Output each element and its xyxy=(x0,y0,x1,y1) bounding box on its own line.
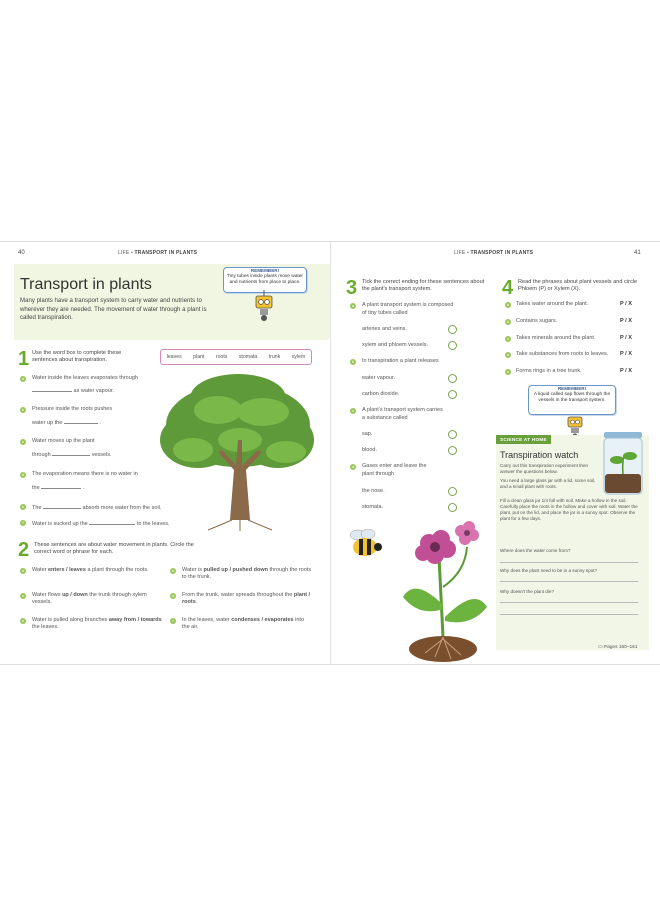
pages-reference: ▭ Pages 160–161 xyxy=(598,645,638,650)
q4b-letter: b xyxy=(506,319,510,324)
q1b-text: Pressure inside the roots pushes xyxy=(32,406,113,412)
science-question-3: Why doesn't the plant die? xyxy=(500,589,554,594)
q1d-answer-line[interactable]: the . xyxy=(32,485,85,491)
word-plant: plant xyxy=(193,354,205,360)
bee-illustration xyxy=(348,529,382,559)
q3a-stem-2: of tiny tubes called xyxy=(362,310,408,316)
q1c-text: Water moves up the plant xyxy=(32,438,95,444)
word-stomata: stomata xyxy=(238,354,258,360)
right-folio: 41 xyxy=(634,250,641,256)
left-folio: 40 xyxy=(18,250,25,256)
q4d-text: Take substances from roots to leaves. xyxy=(516,351,609,357)
q3c-option-1: sap. xyxy=(362,431,373,437)
science-intro: Carry out this transpiration experiment then answer the questions below. xyxy=(500,463,589,474)
q2b-letter: b xyxy=(171,568,175,573)
word-roots: roots xyxy=(215,354,228,360)
q4e-letter: e xyxy=(506,369,510,374)
q4b-text: Contains sugars. xyxy=(516,318,558,324)
q3d-stem-1: Gases enter and leave the xyxy=(362,463,427,469)
q4-instruction: Read the phrases about plant vessels and circle Phloem (P) or Xylem (X). xyxy=(518,279,638,293)
q3b-checkbox-1[interactable] xyxy=(448,374,457,383)
tree-illustration xyxy=(158,370,318,532)
q1b-letter: b xyxy=(21,407,25,412)
answer-line[interactable] xyxy=(500,562,638,563)
q1c-letter: c xyxy=(22,439,24,444)
q2e-letter: e xyxy=(21,618,25,623)
q3d-option-1: the nose. xyxy=(362,488,385,494)
q1b-answer-line[interactable]: water up the . xyxy=(32,420,101,426)
q3c-option-2: blood. xyxy=(362,447,377,453)
q3b-stem-1: In transpiration a plant releases xyxy=(362,358,439,364)
q3c-stem-1: A plant's transport system carries xyxy=(362,407,443,413)
q2a-text[interactable]: Water enters / leaves a plant through the roots. xyxy=(32,567,149,573)
flower-illustration xyxy=(395,517,495,662)
q1e-answer-line[interactable]: The absorb more water from the soil. xyxy=(32,505,162,511)
q1d-letter: d xyxy=(21,472,25,477)
q3b-option-2: carbon dioxide. xyxy=(362,391,400,397)
q1f-letter: f xyxy=(20,520,26,526)
science-tag: SCIENCE AT HOME xyxy=(496,435,551,444)
q3-number: 3 xyxy=(346,277,358,299)
science-needs: You need a large glass jar with a lid, some soil, and a small plant with roots. xyxy=(500,478,596,489)
q4b-choice[interactable]: P / X xyxy=(620,318,633,324)
q3d-letter: d xyxy=(351,464,355,469)
q4d-choice[interactable]: P / X xyxy=(620,351,633,357)
page-title: Transport in plants xyxy=(20,276,152,293)
q3b-checkbox-2[interactable] xyxy=(448,390,457,399)
q2d-text[interactable]: From the trunk, water spreads throughout the plant / roots. xyxy=(182,592,311,605)
science-steps: Fill a clean glass jar 1/4 full with soil. Make a hollow in the soil. Carefully place the roots in the hollow and cover with soil. Water the plant, put on the lid, and place the jar in a sunny spot. Observe the plant for a few days. xyxy=(500,498,638,521)
q4-number: 4 xyxy=(502,277,514,299)
q1a-letter: a xyxy=(21,376,25,381)
intro-text: Many plants have a transport system to carry water and nutrients to wherever they are needed. The movement of water through a plant is called transpiration. xyxy=(20,297,207,322)
robot-icon xyxy=(253,290,275,322)
q3a-option-1: arteries and veins. xyxy=(362,326,407,332)
science-title: Transpiration watch xyxy=(500,450,579,460)
q1f-answer-line[interactable]: Water is sucked up the to the leaves. xyxy=(32,521,170,527)
q2e-text[interactable]: Water is pulled along branches away from / towards the leaves. xyxy=(32,617,162,630)
q3a-letter: a xyxy=(351,303,355,308)
q1d-text: The evaporation means there is no water in xyxy=(32,471,138,477)
q1a-text: Water inside the leaves evaporates through xyxy=(32,375,138,381)
q3c-stem-2: a substance called xyxy=(362,415,408,421)
q3c-checkbox-1[interactable] xyxy=(448,430,457,439)
q1-instruction: Use the word box to complete these sentences about transpiration. xyxy=(32,350,122,364)
q3c-letter: c xyxy=(352,408,354,413)
q4a-choice[interactable]: P / X xyxy=(620,301,633,307)
q3-instruction: Tick the correct ending for these sentences about the plant's transport system. xyxy=(362,279,485,293)
q3d-option-2: stomata. xyxy=(362,504,384,510)
q1e-letter: e xyxy=(21,504,25,509)
science-question-1: Where does the water come from? xyxy=(500,548,571,553)
book-spread xyxy=(0,241,660,665)
q3c-checkbox-2[interactable] xyxy=(448,446,457,455)
q4c-choice[interactable]: P / X xyxy=(620,335,633,341)
q2f-letter: f xyxy=(170,618,176,624)
word-box xyxy=(160,349,312,365)
q1-number: 1 xyxy=(18,348,30,370)
page-fold xyxy=(330,242,331,664)
q2-instruction: These sentences are about water movement in plants. Circle the correct word or phrase for each. xyxy=(34,542,194,556)
word-trunk: trunk xyxy=(268,354,281,360)
word-xylem: xylem xyxy=(291,354,306,360)
q3d-stem-2: plant through xyxy=(362,471,395,477)
right-running-header: LIFE • TRANSPORT IN PLANTS xyxy=(454,250,534,256)
science-question-2: Why does the plant need to be in a sunny spot? xyxy=(500,568,598,573)
answer-line[interactable] xyxy=(500,602,638,603)
answer-line[interactable] xyxy=(500,581,638,582)
q3a-checkbox-1[interactable] xyxy=(448,325,457,334)
q4d-letter: d xyxy=(506,352,510,357)
q2d-letter: d xyxy=(171,593,175,598)
q1c-answer-line[interactable]: through vessels. xyxy=(32,452,112,458)
book-icon: ▭ xyxy=(598,645,603,650)
q2b-text[interactable]: Water is pulled up / pushed down through the roots to the trunk. xyxy=(182,567,312,580)
glass-jar-illustration xyxy=(600,430,646,496)
q3a-stem-1: A plant transport system is composed xyxy=(362,302,454,308)
q2f-text[interactable]: In the leaves, water condenses / evaporates into the air. xyxy=(182,617,305,630)
remember-box-right: REMEMBER! A liquid called sap flows through the vessels in the transport system. xyxy=(528,385,616,415)
q2c-letter: c xyxy=(22,593,24,598)
q1a-answer-line[interactable]: as water vapour. xyxy=(32,386,114,395)
q3d-checkbox-2[interactable] xyxy=(448,503,457,512)
q4c-text: Takes minerals around the plant. xyxy=(516,335,596,341)
q4e-choice[interactable]: P / X xyxy=(620,368,633,374)
word-leaves: leaves xyxy=(166,354,182,360)
q2-number: 2 xyxy=(18,539,30,561)
q4a-letter: a xyxy=(506,302,510,307)
q2a-letter: a xyxy=(21,568,25,573)
q3a-option-2: xylem and phloem vessels. xyxy=(362,342,429,348)
q4c-letter: c xyxy=(507,336,509,341)
q2c-text[interactable]: Water flows up / down the trunk through xylem vessels. xyxy=(32,592,147,605)
left-running-header: LIFE • TRANSPORT IN PLANTS xyxy=(118,250,198,256)
q3b-option-1: water vapour. xyxy=(362,375,396,381)
q4e-text: Forms rings in a tree trunk. xyxy=(516,368,582,374)
remember-box-left: REMEMBER! Tiny tubes inside plants move water and nutrients from place to place. xyxy=(223,267,307,293)
q3a-checkbox-2[interactable] xyxy=(448,341,457,350)
q4a-text: Takes water around the plant. xyxy=(516,301,589,307)
answer-line[interactable] xyxy=(500,614,638,615)
q3b-letter: b xyxy=(351,359,355,364)
q3d-checkbox-1[interactable] xyxy=(448,487,457,496)
